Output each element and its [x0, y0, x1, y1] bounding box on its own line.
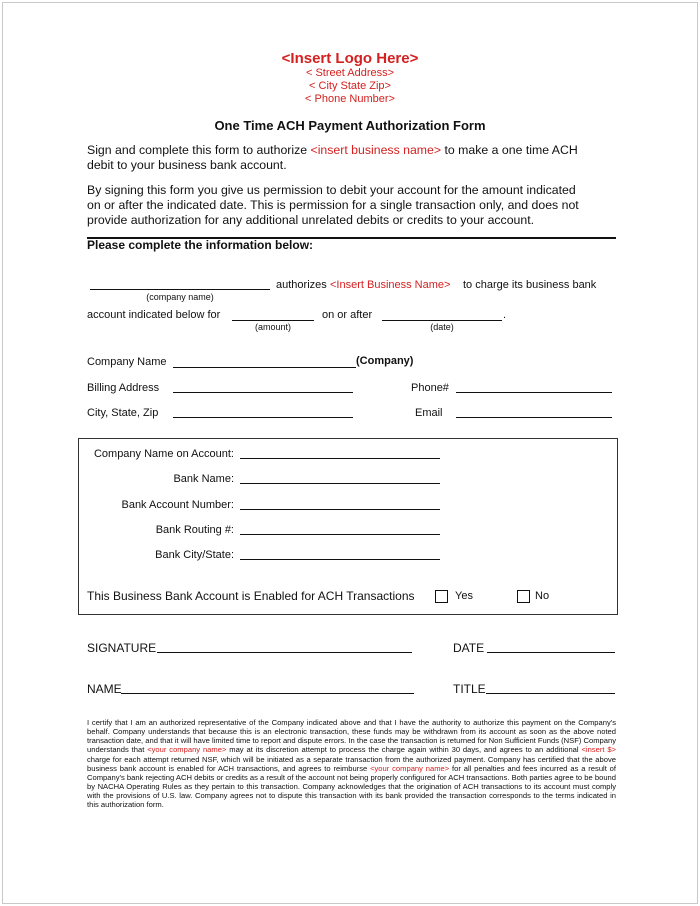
title-field[interactable]: [486, 693, 615, 694]
company-name-input[interactable]: [90, 289, 270, 290]
company-on-account-field[interactable]: [240, 458, 440, 459]
intro-paragraph-1: [87, 143, 578, 173]
bank-city-state-label: Bank City/State:: [155, 549, 234, 561]
your-company-name-placeholder: <your company name>: [370, 763, 450, 773]
section-divider: [87, 237, 616, 239]
no-checkbox[interactable]: [517, 590, 530, 603]
insert-business-name: <insert business name>: [310, 143, 442, 157]
phone-field[interactable]: [456, 392, 612, 393]
account-number-label: Bank Account Number:: [121, 499, 234, 511]
intro-text: provide authorization for any additional unrelated debits or credits to your account.: [87, 213, 535, 227]
date-caption: (date): [430, 322, 454, 332]
city-state-zip-label: City, State, Zip: [87, 407, 159, 419]
company-name-label: Company Name: [87, 356, 167, 368]
street-address: < Street Address>: [305, 67, 395, 79]
title-label: TITLE: [453, 682, 486, 696]
date-input[interactable]: [382, 320, 502, 321]
email-field[interactable]: [456, 417, 612, 418]
account-number-field[interactable]: [240, 509, 440, 510]
phone-number: < Phone Number>: [305, 93, 395, 105]
billing-address-label: Billing Address: [87, 382, 160, 394]
company-on-account-label: Company Name on Account:: [93, 448, 234, 460]
intro-text: to make a one time ACH: [441, 143, 578, 157]
intro-text: By signing this form you give us permission to debit your account for the amount indicated: [87, 183, 576, 197]
amount-caption: (amount): [254, 322, 291, 332]
email-label: Email: [415, 407, 443, 419]
city-state-zip-field[interactable]: [173, 417, 353, 418]
form-title: One Time ACH Payment Authorization Form: [214, 118, 486, 133]
your-company-name-placeholder: <your company name>: [147, 745, 227, 755]
company-suffix: (Company): [356, 355, 414, 367]
legal-text: charge for each attempt returned NSF, which will be initiated as a separate transaction from the authorized payment. Company has certified that the above business bank account is enabled for ACH transactions, and agrees to reimburse: [87, 754, 616, 773]
no-label: No: [535, 590, 550, 602]
name-label: NAME: [87, 682, 122, 696]
amount-input[interactable]: [232, 320, 314, 321]
to-charge-text: to charge its business bank: [463, 279, 597, 291]
period: .: [503, 309, 507, 321]
phone-label: Phone#: [411, 382, 449, 394]
ach-enabled-question: This Business Bank Account is Enabled for ACH Transactions: [87, 589, 415, 603]
date-label: DATE: [453, 641, 485, 655]
intro-text: Sign and complete this form to authorize: [87, 143, 311, 157]
account-text: account indicated below for: [87, 309, 221, 321]
bank-name-label: Bank Name:: [173, 473, 234, 485]
yes-label: Yes: [455, 590, 473, 602]
logo-placeholder: <Insert Logo Here>: [281, 50, 419, 67]
section-heading: Please complete the information below:: [87, 238, 314, 252]
bank-city-state-field[interactable]: [240, 559, 440, 560]
authorizes-text: authorizes: [276, 279, 327, 291]
name-field[interactable]: [121, 693, 414, 694]
insert-amount-placeholder: <insert $>: [581, 745, 616, 755]
insert-business-name-2: <Insert Business Name>: [330, 279, 451, 291]
on-or-after-text: on or after: [322, 309, 373, 321]
billing-address-field[interactable]: [173, 392, 353, 393]
company-name-caption: (company name): [146, 292, 214, 302]
legal-certification-text: [87, 718, 616, 810]
company-name-field[interactable]: [173, 367, 356, 368]
signature-label: SIGNATURE: [87, 641, 157, 655]
legal-text: may at its discretion attempt to process the charge again within 30 days, and agrees to an additional: [226, 745, 582, 755]
intro-paragraph-2: [87, 183, 579, 228]
routing-label: Bank Routing #:: [155, 524, 234, 536]
intro-text: on or after the indicated date. This is permission for a single transaction only, and does not: [87, 198, 579, 212]
signature-date-field[interactable]: [487, 652, 615, 653]
yes-checkbox[interactable]: [435, 590, 448, 603]
city-state-zip: < City State Zip>: [309, 80, 391, 92]
legal-text: I certify that I am an authorized representative of the Company indicated above and that I have the authority to authorize this payment on the Company's behalf. Company understands that because this is an electronic transaction, these funds may be withdrawn from its account as soon as the above noted transaction date, and that it will have limited time to report and dispute errors. In the case the transaction is returned for Non Sufficient Funds (NSF) Company understands that: [87, 718, 616, 755]
bank-name-field[interactable]: [240, 483, 440, 484]
routing-field[interactable]: [240, 534, 440, 535]
legal-text: for all penalties and fees incurred as a result of Company's bank rejecting ACH debits or credits as a result of the account not being properly configured for ACH transactions. Both parties agree to be bound by NACHA Operating Rules as they pertain to this transaction. Company acknowledges that the origination of ACH transactions to its account must comply with the provisions of U.S. law. Company agrees not to dispute this transaction with its bank provided the transaction corresponds to the terms indicated in this authorization form.: [87, 763, 617, 810]
signature-field[interactable]: [157, 652, 412, 653]
intro-text: debit to your business bank account.: [87, 158, 287, 172]
